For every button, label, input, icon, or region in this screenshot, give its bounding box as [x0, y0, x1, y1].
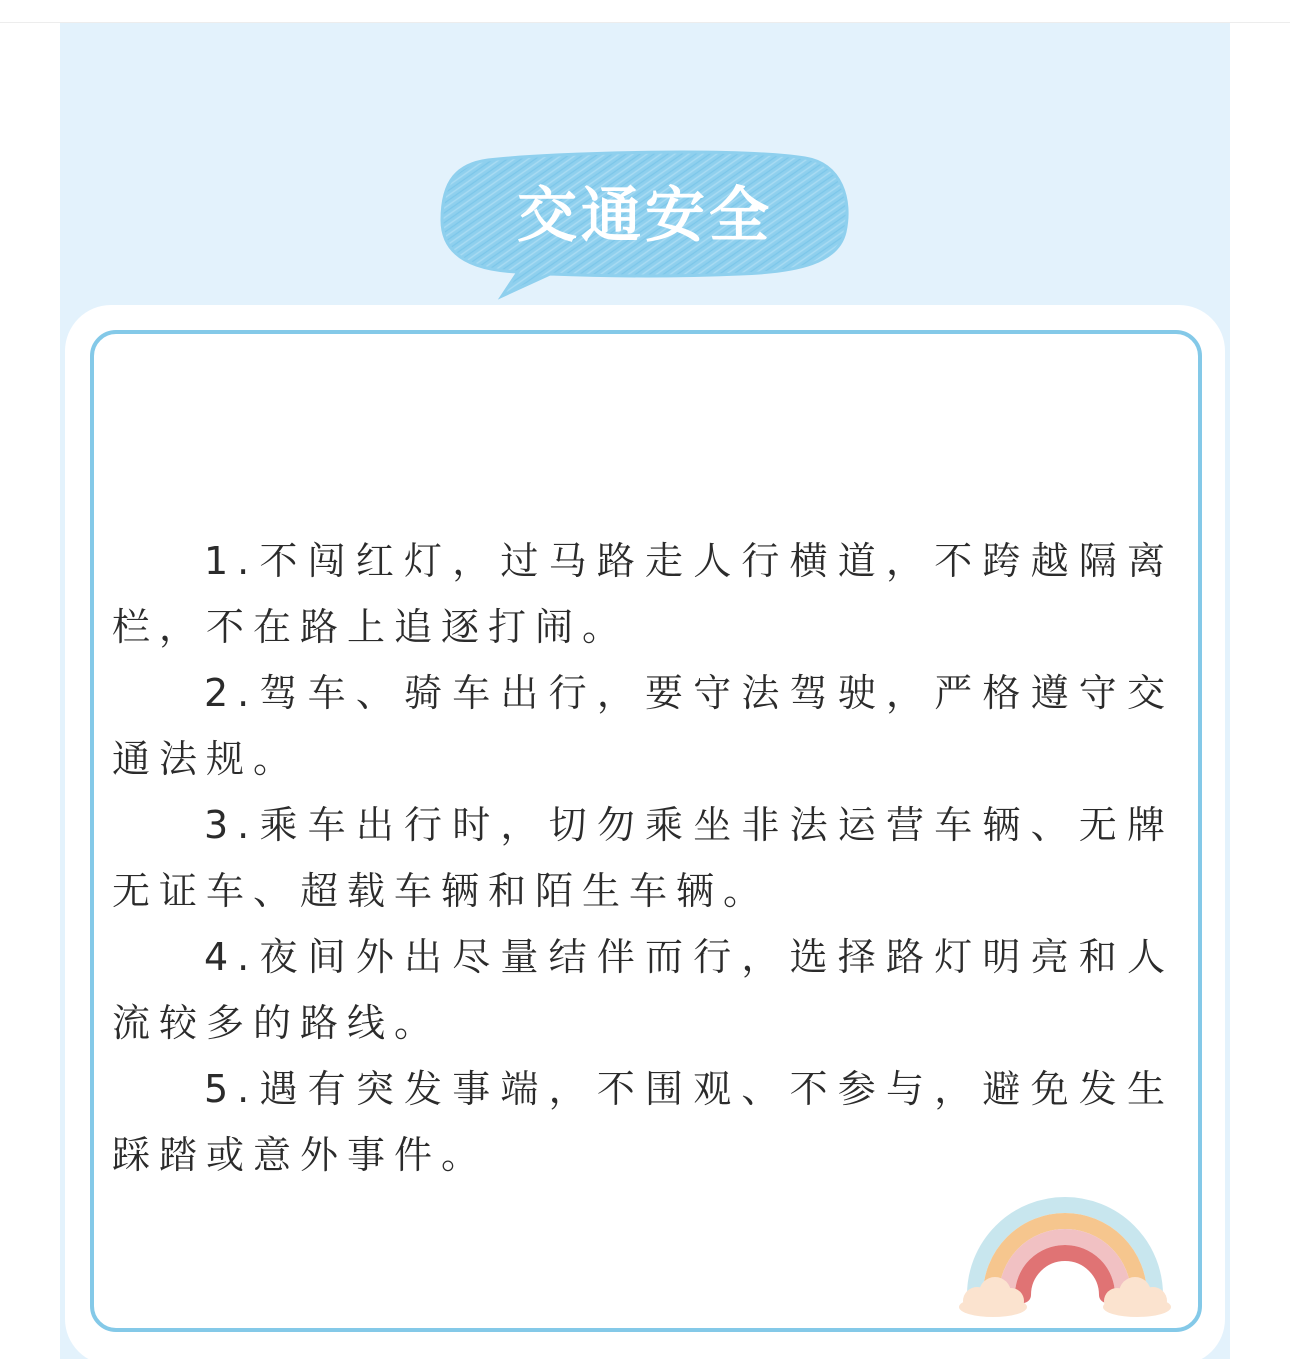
- rule-paragraph: 2.驾车、骑车出行，要守法驾驶，严格遵守交通法规。: [112, 671, 1174, 781]
- rule-paragraph: 3.乘车出行时，切勿乘坐非法运营车辆、无牌无证车、超载车辆和陌生车辆。: [112, 803, 1174, 913]
- rule-paragraph: 4.夜间外出尽量结伴而行，选择路灯明亮和人流较多的路线。: [112, 935, 1174, 1045]
- rule-paragraph: 5.遇有突发事端，不围观、不参与，避免发生踩踏或意外事件。: [112, 1067, 1174, 1177]
- rainbow-with-clouds-icon: [955, 1195, 1175, 1325]
- top-strip: [0, 0, 1290, 23]
- page-title: 交通安全: [517, 181, 773, 251]
- rule-paragraph: 1.不闯红灯，过马路走人行横道，不跨越隔离栏，不在路上追逐打闹。: [112, 539, 1174, 649]
- content-text: [112, 528, 1174, 1188]
- title-bubble: [440, 150, 850, 300]
